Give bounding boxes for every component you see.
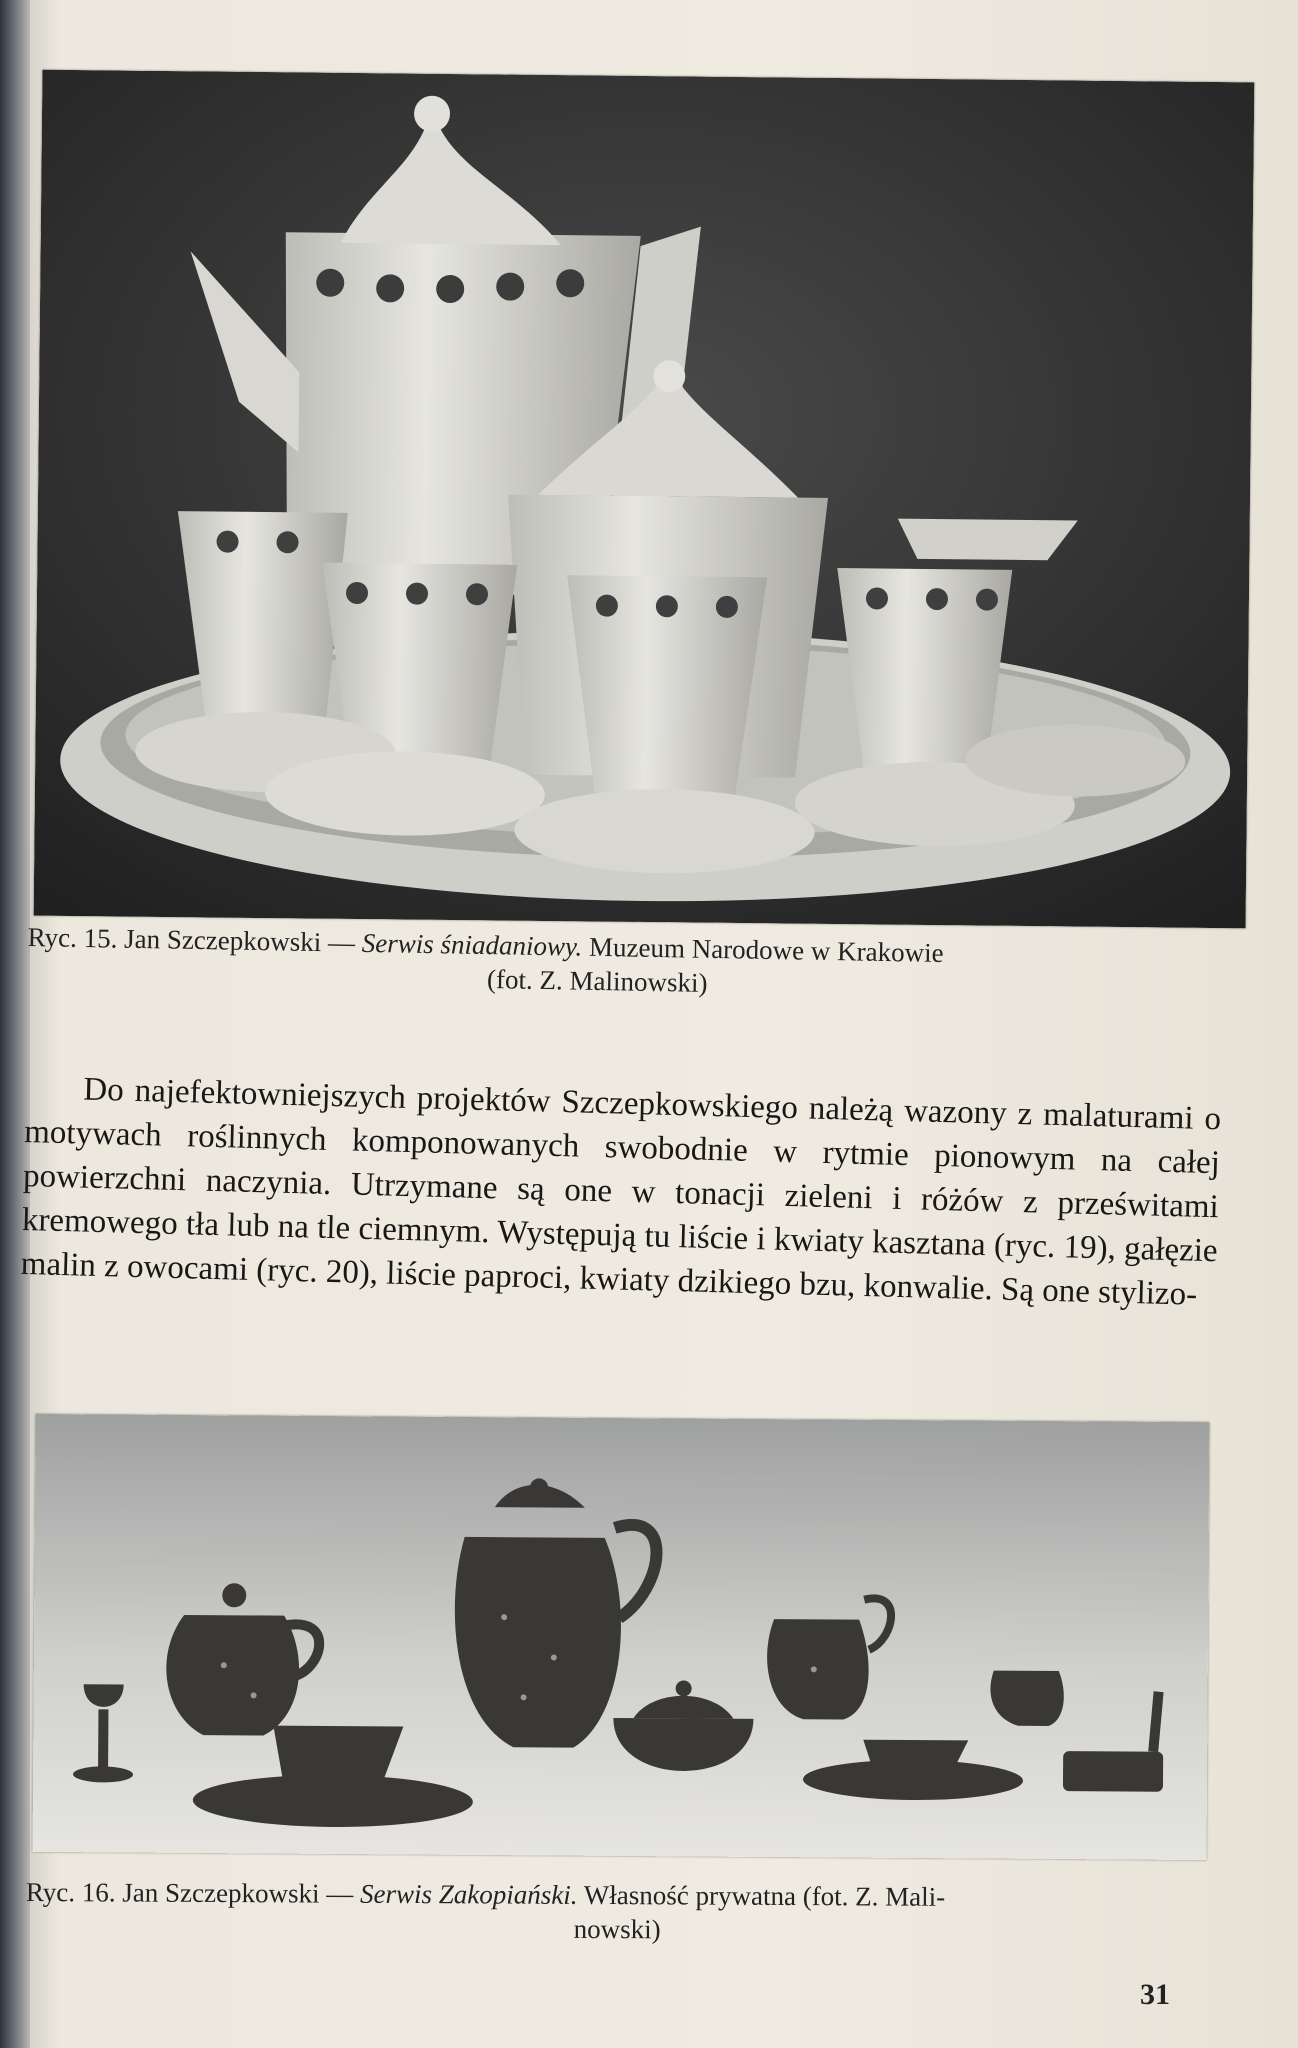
figure-16-author: Jan Szczepkowski	[122, 1877, 320, 1909]
photo-zakopane-service	[32, 1414, 1209, 1860]
figure-16-owner: Własność prywatna	[583, 1879, 797, 1912]
book-spine	[0, 0, 30, 2048]
body-text	[20, 1066, 1221, 1317]
figure-16-credit-line2: nowski)	[573, 1913, 661, 1945]
figure-16-dash: —	[326, 1878, 354, 1909]
figure-15-location: Muzeum Narodowe w Krakowie	[588, 931, 944, 968]
photo-breakfast-service	[34, 70, 1255, 929]
figure-16-title: Serwis Zakopiański.	[359, 1878, 578, 1910]
figure-15-author: Jan Szczepkowski	[123, 923, 322, 958]
figure-16-caption	[26, 1875, 1206, 1949]
figure-15-dash: —	[327, 927, 356, 958]
body-paragraph: Do najefektowniejszych projektów Szczepkowskiego należą wazony z malaturami o motywach roślinnych komponowanych swobodnie w rytmie pionowym na całej powierzchni naczynia. Utrzymane są one w tonacji zieleni i różów z prześwitami kremowego tła lub na tle ciemnym. Występują tu liście i kwiaty kasztana (ryc. 19), gałęzie malin z owocami (ryc. 20), liście paproci, kwiaty dzikiego bzu, konwalie. Są one stylizo-	[20, 1071, 1222, 1313]
figure-15-credit: (fot. Z. Malinowski)	[486, 964, 708, 998]
page-number: 31	[1140, 1978, 1170, 2011]
figure-15-title: Serwis śniadaniowy.	[361, 927, 583, 962]
figure-15-caption	[27, 920, 1228, 1009]
figure-15-label: Ryc. 15.	[27, 921, 118, 954]
figure-16-label: Ryc. 16.	[25, 1877, 116, 1908]
figure-16-credit-line1: (fot. Z. Mali-	[802, 1881, 946, 1912]
